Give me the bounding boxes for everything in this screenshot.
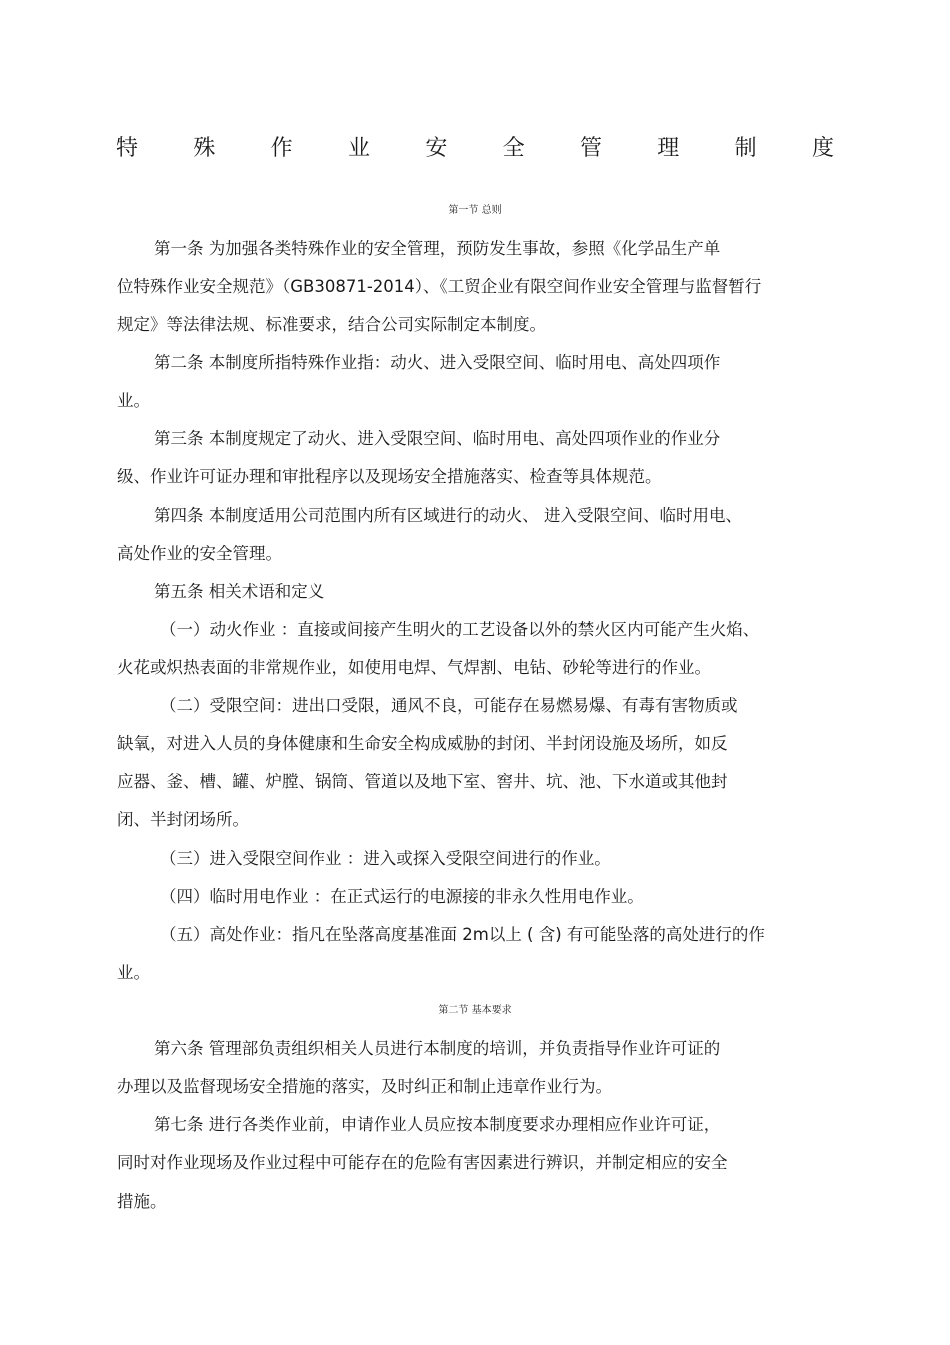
definition-line: 闭、半封闭场所。 xyxy=(117,810,249,829)
title-char: 特 xyxy=(116,136,139,161)
title-char: 作 xyxy=(270,136,293,161)
article-line: 第五条 相关术语和定义 xyxy=(154,582,325,601)
title-char: 度 xyxy=(811,136,834,161)
definition-line: 火花或炽热表面的非常规作业，如使用电焊、气焊割、电钻、砂轮等进行的作业。 xyxy=(117,658,711,677)
article-line: 措施。 xyxy=(117,1192,167,1211)
definition-line: （三）进入受限空间作业 ：进入或探入受限空间进行的作业。 xyxy=(160,849,611,868)
definition-line: （五）高处作业：指凡在坠落高度基准面 2m以上 ( 含) 有可能坠落的高处进行的作 xyxy=(160,925,765,944)
title-char: 理 xyxy=(657,136,680,161)
definition-line: 缺氧，对进入人员的身体健康和生命安全构成威胁的封闭、半封闭设施及场所，如反 xyxy=(117,734,728,753)
definition-line: （二）受限空间：进出口受限，通风不良，可能存在易燃易爆、有毒有害物质或 xyxy=(160,696,738,715)
section-heading: 第二节 基本要求 xyxy=(438,1005,512,1016)
article-line: 级、作业许可证办理和审批程序以及现场安全措施落实、检查等具体规范。 xyxy=(117,467,662,486)
section-heading: 第一节 总则 xyxy=(448,205,502,216)
article-line: 办理以及监督现场安全措施的落实，及时纠正和制止违章作业行为。 xyxy=(117,1077,612,1096)
article-line: 位特殊作业安全规范》（GB30871-2014）、《工贸企业有限空间作业安全管理与监督暂行 xyxy=(117,277,762,296)
definition-line: 业。 xyxy=(117,963,150,982)
title-char: 全 xyxy=(502,136,525,161)
title-char: 殊 xyxy=(193,136,216,161)
article-line: 同时对作业现场及作业过程中可能存在的危险有害因素进行辨识，并制定相应的安全 xyxy=(117,1153,728,1172)
article-line: 第三条 本制度规定了动火、进入受限空间、临时用电、高处四项作业的作业分 xyxy=(154,429,721,448)
article-line: 第一条 为加强各类特殊作业的安全管理，预防发生事故，参照《化学品生产单 xyxy=(154,239,721,258)
definition-line: （四）临时用电作业 ：在正式运行的电源接的非永久性用电作业。 xyxy=(160,887,644,906)
definition-line: 应器、釜、槽、罐、炉膛、锅筒、管道以及地下室、窖井、坑、池、下水道或其他封 xyxy=(117,772,728,791)
article-line: 第二条 本制度所指特殊作业指：动火、进入受限空间、临时用电、高处四项作 xyxy=(154,353,721,372)
article-line: 高处作业的安全管理。 xyxy=(117,544,282,563)
article-line: 第六条 管理部负责组织相关人员进行本制度的培训，并负责指导作业许可证的 xyxy=(154,1039,721,1058)
title-char: 管 xyxy=(579,136,602,161)
title-char: 安 xyxy=(425,136,448,161)
title-char: 制 xyxy=(734,136,757,161)
definition-line: （一）动火作业 ：直接或间接产生明火的工艺设备以外的禁火区内可能产生火焰、 xyxy=(160,620,760,639)
article-line: 业。 xyxy=(117,391,150,410)
document-title xyxy=(116,136,834,162)
article-line: 规定》等法律法规、标准要求，结合公司实际制定本制度。 xyxy=(117,315,546,334)
article-line: 第四条 本制度适用公司范围内所有区域进行的动火、 进入受限空间、临时用电、 xyxy=(154,506,742,525)
article-line: 第七条 进行各类作业前，申请作业人员应按本制度要求办理相应作业许可证， xyxy=(154,1115,721,1134)
title-char: 业 xyxy=(347,136,370,161)
